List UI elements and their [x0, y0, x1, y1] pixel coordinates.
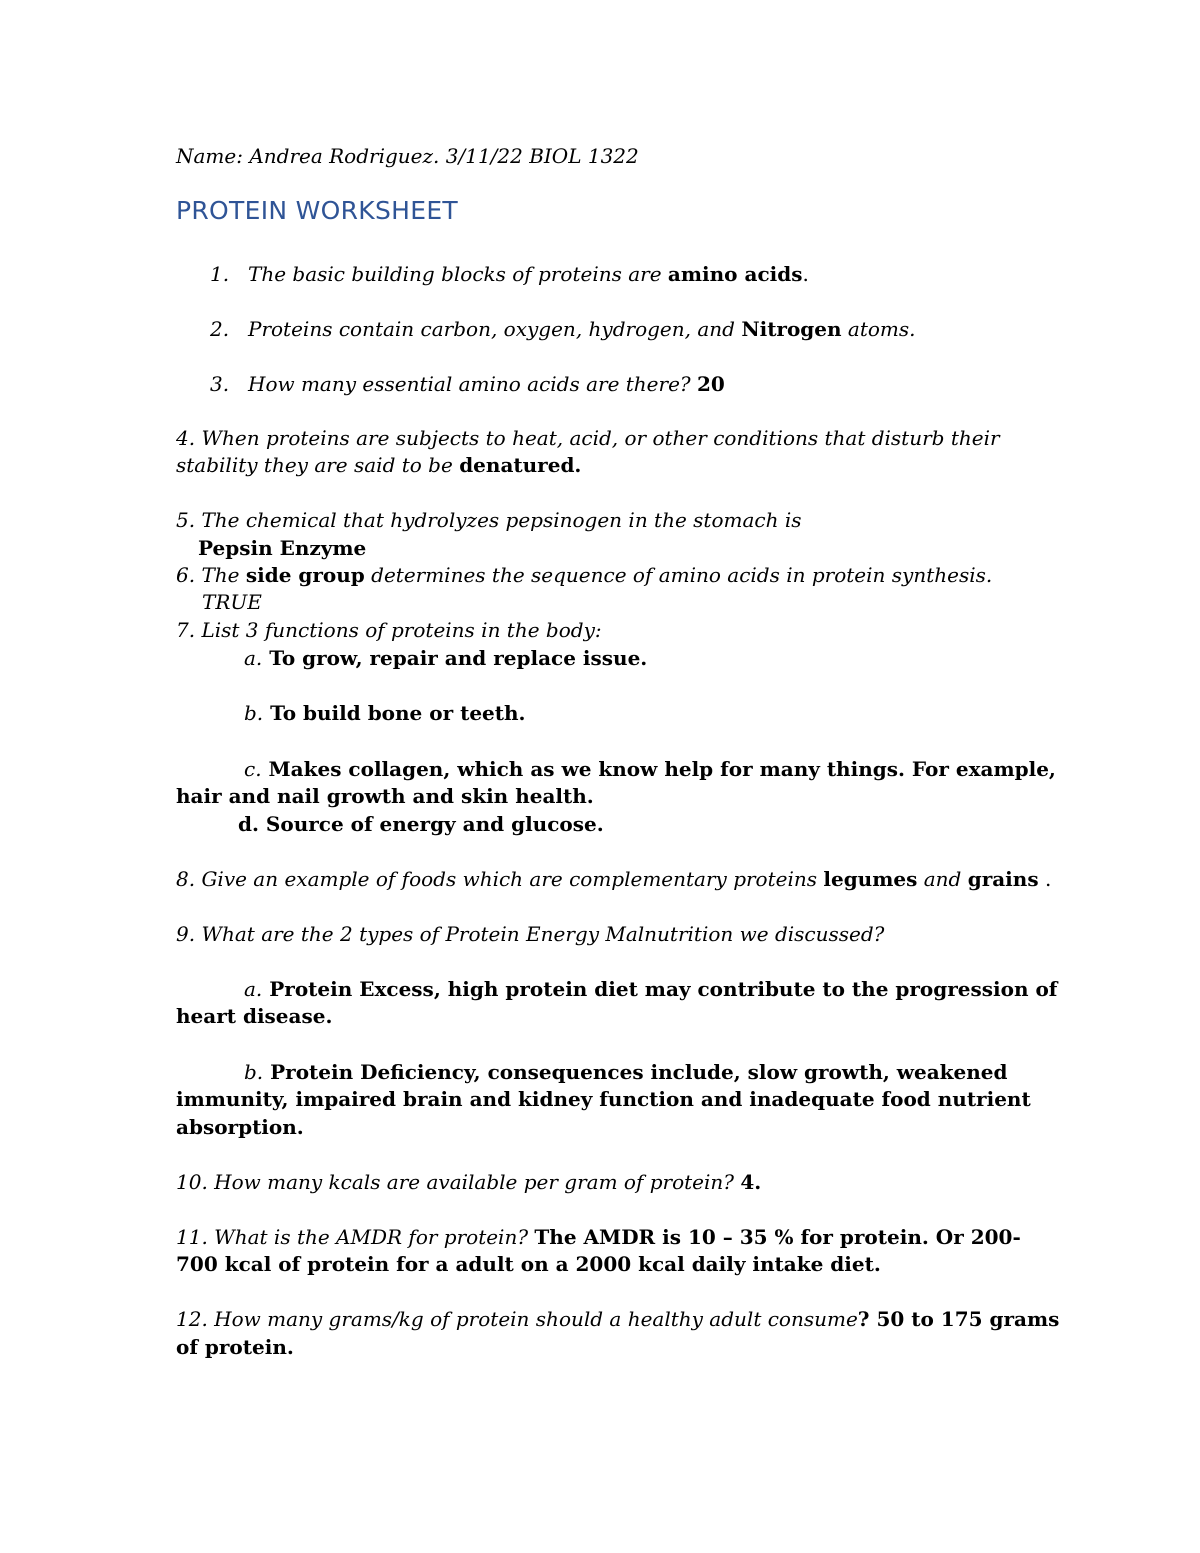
- question-1: 1. The basic building blocks of proteins are amino acids.: [210, 262, 809, 286]
- answer-7b: b. To build bone or teeth.: [244, 701, 526, 725]
- answer-11-cont: 700 kcal of protein for a adult on a 2000 kcal daily intake diet.: [176, 1252, 881, 1276]
- page-title: PROTEIN WORKSHEET: [176, 196, 459, 225]
- answer-1: amino acids: [667, 262, 803, 286]
- answer-9b: b. Protein Deficiency, consequences include, slow growth, weakened: [244, 1060, 1008, 1084]
- question-3: 3. How many essential amino acids are there? 20: [210, 372, 725, 396]
- question-12: 12. How many grams/kg of protein should a healthy adult consume? 50 to 175 grams: [176, 1307, 1060, 1331]
- question-9: 9. What are the 2 types of Protein Energy Malnutrition we discussed?: [176, 922, 885, 946]
- question-4-line-2: stability they are said to be denatured.: [176, 453, 582, 477]
- answer-7a: a. To grow, repair and replace issue.: [244, 646, 648, 670]
- question-5: 5. The chemical that hydrolyzes pepsinogen in the stomach is: [176, 508, 802, 532]
- answer-7c-cont: hair and nail growth and skin health.: [176, 784, 594, 808]
- question-11: 11. What is the AMDR for protein? The AMDR is 10 – 35 % for protein. Or 200-: [176, 1225, 1021, 1249]
- answer-9a-cont: heart disease.: [176, 1004, 333, 1028]
- answer-3: 20: [697, 372, 725, 396]
- answer-4: denatured.: [459, 453, 582, 477]
- question-4-line-1: 4. When proteins are subjects to heat, acid, or other conditions that disturb their: [176, 426, 1000, 450]
- answer-5: Pepsin Enzyme: [198, 536, 367, 560]
- answer-9a: a. Protein Excess, high protein diet may contribute to the progression of: [244, 977, 1058, 1001]
- answer-9b-cont-2: absorption.: [176, 1115, 304, 1139]
- answer-12-cont: of protein.: [176, 1335, 294, 1359]
- question-6: 6. The side group determines the sequence of amino acids in protein synthesis.: [176, 563, 993, 587]
- question-2: 2. Proteins contain carbon, oxygen, hydrogen, and Nitrogen atoms.: [210, 317, 916, 341]
- question-8: 8. Give an example of foods which are complementary proteins legumes and grains .: [176, 867, 1052, 891]
- answer-9b-cont-1: immunity, impaired brain and kidney function and inadequate food nutrient: [176, 1087, 1031, 1111]
- answer-6: TRUE: [202, 590, 262, 614]
- answer-7c: c. Makes collagen, which as we know help for many things. For example,: [244, 757, 1056, 781]
- question-10: 10. How many kcals are available per gram of protein? 4.: [176, 1170, 762, 1194]
- question-7: 7. List 3 functions of proteins in the body:: [176, 618, 602, 642]
- header-line: Name: Andrea Rodriguez. 3/11/22 BIOL 1322: [176, 144, 639, 168]
- answer-2: Nitrogen: [741, 317, 842, 341]
- answer-7d: d. Source of energy and glucose.: [238, 812, 604, 836]
